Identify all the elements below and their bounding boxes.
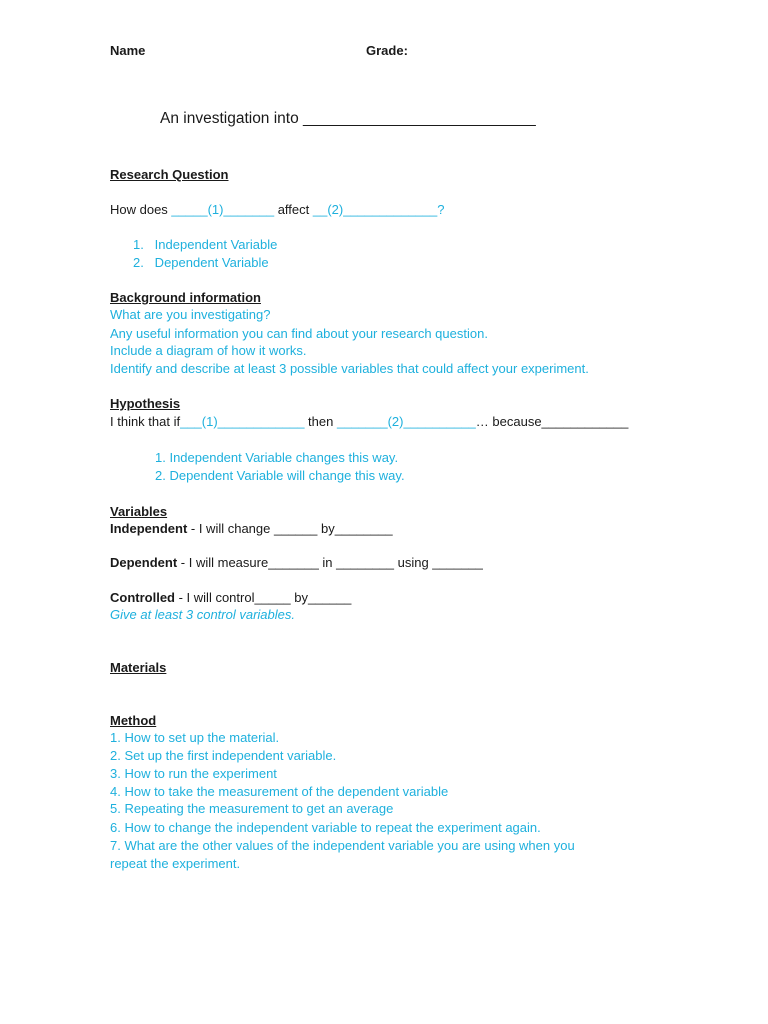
method-step: 7. What are the other values of the independent variable you are using when you [110, 838, 575, 853]
hypothesis-heading: Hypothesis [110, 396, 181, 411]
name-label: Name [110, 43, 146, 58]
method-step-continued: repeat the experiment. [110, 856, 241, 871]
method-step: 6. How to change the independent variable to repeat the experiment again. [110, 820, 541, 835]
question-blank-1: _____(1)_______ [171, 202, 275, 217]
independent-text: - I will change ______ by________ [187, 521, 393, 536]
background-line: Any useful information you can find about your research question. [110, 326, 488, 341]
page-title: An investigation into ___________________________ [160, 110, 536, 127]
research-question-line [110, 201, 444, 219]
question-blank-2: __(2)_____________? [312, 202, 445, 217]
research-question-heading: Research Question [110, 167, 229, 182]
dependent-label: Dependent [110, 555, 178, 570]
hypothesis-blank-1: ___(1)____________ [180, 414, 305, 429]
hypothesis-line [110, 413, 628, 431]
method-step: 4. How to take the measurement of the dependent variable [110, 784, 449, 799]
hypothesis-mid: then [304, 414, 337, 429]
question-mid: affect [274, 202, 313, 217]
grade-label: Grade: [366, 43, 408, 58]
hypothesis-post: … because____________ [475, 414, 629, 429]
controlled-text: - I will control_____ by______ [175, 590, 352, 605]
method-heading: Method [110, 713, 157, 728]
hypothesis-blank-2: _______(2)__________ [336, 414, 476, 429]
method-step: 5. Repeating the measurement to get an average [110, 801, 394, 816]
dependent-variable-line [110, 554, 483, 572]
materials-heading: Materials [110, 660, 167, 675]
controlled-label: Controlled [110, 590, 175, 605]
controlled-variable-line [110, 589, 351, 607]
variables-heading: Variables [110, 504, 168, 519]
background-heading: Background information [110, 290, 261, 305]
hypothesis-item: 1. Independent Variable changes this way. [155, 450, 399, 465]
background-line: What are you investigating? [110, 307, 271, 322]
hypothesis-item: 2. Dependent Variable will change this way. [155, 468, 405, 483]
independent-label: Independent [110, 521, 188, 536]
question-prefix: How does [110, 202, 172, 217]
background-line: Include a diagram of how it works. [110, 343, 307, 358]
method-step: 2. Set up the first independent variable. [110, 748, 337, 763]
background-line: Identify and describe at least 3 possible variables that could affect your experiment. [110, 361, 589, 376]
method-step: 3. How to run the experiment [110, 766, 277, 781]
independent-variable-line [110, 520, 393, 538]
dependent-text: - I will measure_______ in ________ using _______ [177, 555, 483, 570]
hypothesis-prefix: I think that if [110, 414, 181, 429]
controlled-note: Give at least 3 control variables. [110, 607, 295, 622]
method-step: 1. How to set up the material. [110, 730, 280, 745]
research-item-independent: 1. Independent Variable [133, 237, 278, 252]
research-item-dependent: 2. Dependent Variable [133, 255, 269, 270]
